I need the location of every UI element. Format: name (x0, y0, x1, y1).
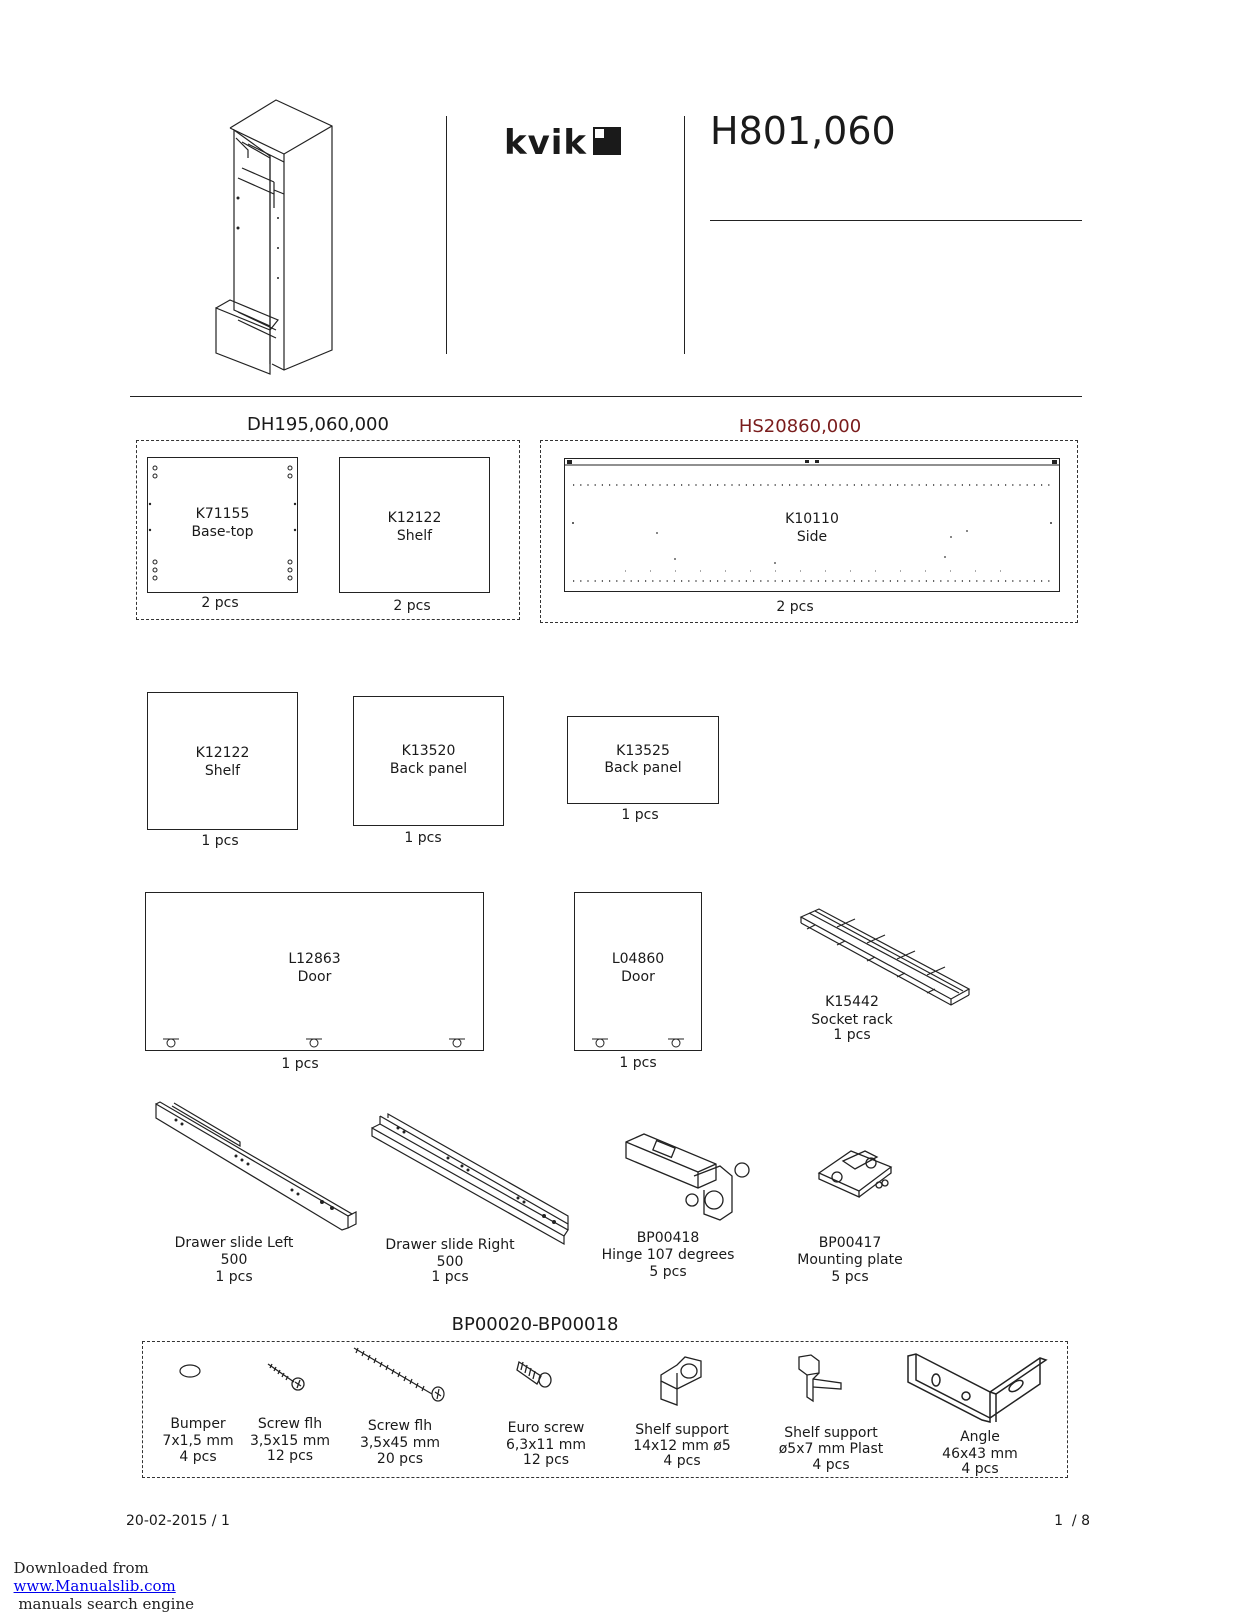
panel-code: K10110 (785, 511, 839, 527)
header-divider-right (684, 116, 685, 354)
fitting-4-name: Shelf support (635, 1422, 729, 1438)
panel-shelf-a (339, 457, 490, 593)
drawer-slide-left-icon (152, 1102, 357, 1232)
fitting-2-name: Screw flh (367, 1418, 433, 1434)
fitting-3-size: 6,3x11 mm (505, 1437, 587, 1453)
long-screw-icon (352, 1346, 447, 1406)
mounting-plate-icon (815, 1143, 895, 1203)
hinge-name: Hinge 107 degrees (601, 1247, 735, 1263)
mounting-plate-code: BP00417 (818, 1235, 882, 1251)
cabinet-illustration (212, 98, 342, 373)
fitting-0-qty: 4 pcs (179, 1449, 217, 1465)
fitting-6-name: Angle (960, 1429, 1000, 1445)
euro-screw-icon (515, 1356, 555, 1390)
panel-name: Door (297, 969, 332, 985)
qty-shelf-b: 1 pcs (201, 833, 239, 849)
socket-rack-name: Socket rack (811, 1012, 893, 1028)
drawer-slide-right-icon (368, 1112, 573, 1247)
brand-name: kvik (504, 123, 588, 163)
hinge-cups-icon (146, 893, 483, 1050)
fitting-1-qty: 12 pcs (266, 1448, 314, 1464)
hinge-qty: 5 pcs (649, 1264, 687, 1280)
fitting-5-size: ø5x7 mm Plast (778, 1441, 884, 1457)
fitting-3-qty: 12 pcs (522, 1452, 570, 1468)
qty-back-b: 1 pcs (621, 807, 659, 823)
bumper-icon (178, 1363, 202, 1379)
manualslib-link[interactable]: www.Manualslib.com (13, 1577, 176, 1595)
panel-name: Back panel (389, 761, 468, 777)
slide-right-size: 500 (436, 1254, 464, 1270)
footer-date: 20-02-2015 / 1 (126, 1513, 230, 1529)
panel-name: Back panel (604, 760, 682, 776)
download-suffix: manuals search engine (13, 1595, 195, 1613)
plastic-shelf-support-icon (795, 1353, 845, 1403)
qty-door-large: 1 pcs (281, 1056, 319, 1072)
panel-code: K12122 (387, 510, 442, 526)
fitting-4-size: 14x12 mm ø5 (633, 1438, 731, 1454)
download-notice (4, 1541, 194, 1613)
panel-shelf-b (147, 692, 298, 830)
fitting-2-size: 3,5x45 mm (359, 1435, 441, 1451)
panel-code: L04860 (611, 951, 665, 967)
fittings-code: BP00020-BP00018 (451, 1314, 619, 1335)
qty-back-a: 1 pcs (404, 830, 442, 846)
brand-square-icon (593, 127, 623, 157)
qty-shelf-a: 2 pcs (393, 598, 431, 614)
fitting-5-name: Shelf support (784, 1425, 878, 1441)
fitting-6-qty: 4 pcs (961, 1461, 999, 1477)
angle-bracket-icon (906, 1352, 1046, 1424)
header-separator (130, 396, 1082, 397)
socket-rack-code: K15442 (825, 994, 879, 1010)
panel-side (564, 458, 1060, 592)
qty-side: 2 pcs (776, 599, 814, 615)
hinge-icon (620, 1130, 755, 1225)
slide-left-size: 500 (220, 1252, 248, 1268)
short-screw-icon (266, 1362, 306, 1392)
hinge-cups-icon (575, 893, 701, 1050)
qty-base-top: 2 pcs (201, 595, 239, 611)
footer-page: 1 / 8 (1054, 1513, 1090, 1529)
panel-door-large (145, 892, 484, 1051)
group1-code: DH195,060,000 (247, 414, 389, 435)
fitting-4-qty: 4 pcs (663, 1453, 701, 1469)
fitting-1-name: Screw flh (257, 1416, 323, 1432)
panel-code: K13525 (616, 743, 670, 759)
download-prefix: Downloaded from (13, 1559, 149, 1577)
panel-back-b (567, 716, 719, 804)
panel-name: Door (621, 969, 655, 985)
panel-back-a (353, 696, 504, 826)
panel-code: K71155 (195, 506, 250, 522)
fitting-3-name: Euro screw (507, 1420, 585, 1436)
header-divider-left (446, 116, 447, 354)
socket-rack-icon (797, 905, 972, 1005)
slide-left-name: Drawer slide Left (174, 1235, 294, 1251)
model-number: H801,060 (710, 109, 896, 153)
model-underline (710, 220, 1082, 221)
qty-door-small: 1 pcs (619, 1055, 657, 1071)
panel-name: Side (796, 529, 828, 545)
hinge-code: BP00418 (636, 1230, 700, 1246)
socket-rack-qty: 1 pcs (833, 1027, 871, 1043)
slide-right-name: Drawer slide Right (385, 1237, 515, 1253)
fitting-0-name: Bumper (170, 1416, 226, 1432)
shelf-support-icon (657, 1355, 707, 1407)
slide-left-qty: 1 pcs (215, 1269, 253, 1285)
panel-code: K13520 (401, 743, 456, 759)
panel-base-top (147, 457, 298, 593)
panel-name: Base-top (191, 524, 254, 540)
fitting-1-size: 3,5x15 mm (249, 1433, 331, 1449)
panel-door-small (574, 892, 702, 1051)
slide-right-qty: 1 pcs (431, 1269, 469, 1285)
panel-name: Shelf (396, 528, 433, 544)
panel-name: Shelf (204, 763, 241, 779)
panel-code: L12863 (288, 951, 341, 967)
brand-logo (504, 123, 634, 163)
fitting-2-qty: 20 pcs (376, 1451, 424, 1467)
fitting-6-size: 46x43 mm (942, 1446, 1018, 1462)
fitting-0-size: 7x1,5 mm (162, 1433, 234, 1449)
mounting-plate-name: Mounting plate (797, 1252, 903, 1268)
group2-code: HS20860,000 (738, 416, 862, 437)
fitting-5-qty: 4 pcs (812, 1457, 850, 1473)
panel-code: K12122 (195, 745, 250, 761)
drill-holes-icon (148, 458, 297, 592)
mounting-plate-qty: 5 pcs (831, 1269, 869, 1285)
